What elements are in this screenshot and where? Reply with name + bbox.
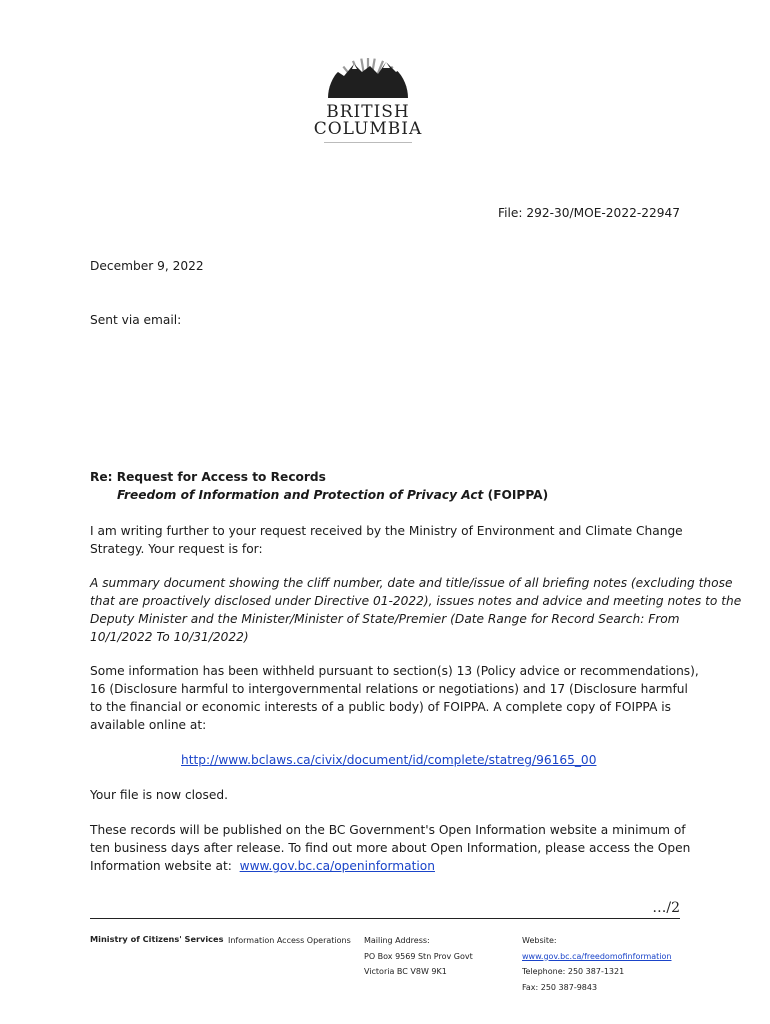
text-line: available online at: — [90, 718, 207, 732]
act-abbrev: (FOIPPA) — [483, 488, 549, 502]
request-text — [90, 574, 741, 646]
letter-date: December 9, 2022 — [90, 259, 204, 273]
website-label: Website: — [522, 936, 557, 945]
act-title: Freedom of Information and Protection of Privacy Act — [117, 488, 484, 502]
page-continuation-marker: …/2 — [652, 900, 680, 916]
re-act — [117, 486, 548, 504]
file-reference: File: 292-30/MOE-2022-22947 — [497, 206, 680, 220]
telephone: Telephone: 250 387-1321 — [522, 967, 625, 976]
footer-contact — [522, 933, 672, 995]
publish-last-prefix: Information website at: — [90, 859, 240, 873]
sent-via: Sent via email: — [90, 313, 182, 327]
text-line: Deputy Minister and the Minister/Minister of State/Premier (Date Range for Record Search: From — [90, 612, 680, 626]
publish-paragraph — [90, 821, 690, 875]
foippa-link-wrap — [181, 751, 596, 769]
footer-divider — [90, 918, 680, 919]
bc-logo — [312, 42, 424, 143]
text-line — [90, 857, 690, 875]
logo-word-british: BRITISH — [326, 102, 410, 122]
open-information-link[interactable]: www.gov.bc.ca/openinformation — [239, 859, 435, 873]
text-line: ten business days after release. To find out more about Open Information, please access the Open — [90, 841, 691, 855]
fax: Fax: 250 387-9843 — [522, 982, 598, 992]
text-line: I am writing further to your request received by the Ministry of Environment and Climate Change — [90, 524, 683, 538]
footer-ministry: Ministry of Citizens' Services — [90, 934, 224, 944]
text-line: 10/1/2022 To 10/31/2022) — [90, 630, 249, 644]
text-line: Strategy. Your request is for: — [90, 542, 263, 556]
mailing-line: PO Box 9569 Stn Prov Govt — [364, 951, 473, 961]
freedom-of-information-link[interactable]: www.gov.bc.ca/freedomofinformation — [522, 951, 672, 961]
text-line: that are proactively disclosed under Directive 01-2022), issues notes and advice and meeting notes to the — [90, 594, 742, 608]
footer-branch: Information Access Operations — [228, 936, 351, 945]
mailing-line: Victoria BC V8W 9K1 — [364, 967, 447, 976]
text-line: 16 (Disclosure harmful to intergovernmental relations or negotiations) and 17 (Disclosure harmful — [90, 682, 688, 696]
withheld-paragraph — [90, 662, 699, 734]
intro-paragraph — [90, 522, 683, 558]
footer-mailing-address — [364, 933, 473, 980]
text-line: to the financial or economic interests of a public body) of FOIPPA. A complete copy of FOIPPA is — [90, 700, 671, 714]
file-closed-text: Your file is now closed. — [90, 788, 228, 802]
re-subject: Re: Request for Access to Records — [90, 470, 326, 484]
text-line: These records will be published on the BC Government's Open Information website a minimum of — [90, 823, 686, 837]
foippa-link[interactable]: http://www.bclaws.ca/civix/document/id/complete/statreg/96165_00 — [181, 753, 597, 767]
mailing-label: Mailing Address: — [364, 936, 430, 945]
text-line: Some information has been withheld pursuant to section(s) 13 (Policy advice or recommendations), — [90, 664, 699, 678]
text-line: A summary document showing the cliff number, date and title/issue of all briefing notes (excluding those — [90, 576, 733, 590]
logo-word-columbia: COLUMBIA — [313, 119, 423, 139]
bc-sunrise-mountains-icon — [326, 42, 410, 100]
logo-divider — [324, 142, 412, 143]
